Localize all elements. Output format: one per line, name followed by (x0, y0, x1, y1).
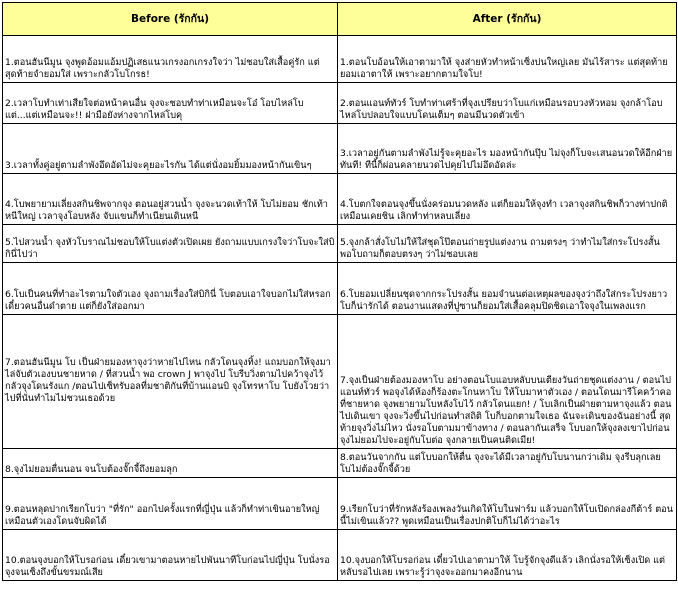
before-cell[interactable] (3, 83, 338, 124)
after-text: 8.ตอนวันจากกัน แต่โบบอกให้ตื่น จุงจะได้มีเวลาอยู่กับโบนานกว่าเดิม จุงรีบลุกเลย โบไม่ต้องจั๊กจี้ด้วย (340, 452, 661, 475)
table-row (3, 315, 677, 449)
before-cell[interactable] (3, 478, 338, 530)
after-text: 10.จุงบอกให้โบรอก่อน เดี๋ยวไปเอาตามาให้ โบรู้จักจุงดีแล้ว เลิกนั่งรอให้เซ็งเปิด แต่หลับรอไปเลย เพราะรู้ว่าจุงจะออกมาคงอีกนาน (340, 555, 665, 578)
before-text: 9.ตอนหลุดปากเรียกโบว่า "ที่รัก" ออกไปครั้งแรกที่ญี่ปุ่น แล้วก็ทำท่าเขินอายใหญ่เหมือนตัวเองโดนจับผิดได้ (5, 504, 320, 527)
after-text: 4.โบตกใจตอนจุงขึ้นนั่งคร่อมนวดหลัง แต่ก็ยอมให้จุงทำ เวลาจุงสกินชิพก็วางท่าปกติเหมือนเคยชิน เลิกทำท่าหลบเลี่ยง (340, 199, 668, 222)
before-cell[interactable] (3, 124, 338, 174)
before-cell[interactable] (3, 530, 338, 581)
after-text: 1.ตอนโบอ้อนให้เอาตามาให้ จุงส่ายหัวทำหน้าเซ็งบ่นใหญ่เลย มันไร้สาระ แต่สุดท้ายยอมเอาตาให้ เพราะอยากตามใจโบ! (340, 57, 668, 80)
table-row (3, 124, 677, 174)
table-row (3, 36, 677, 83)
after-cell[interactable] (338, 263, 677, 315)
before-text: 5.ไปสวนน้ำ จุงหัวโบราณไม่ชอบให้โบแต่งตัวเปิดเผย ยังถามแบบเกรงใจว่าโบจะใส่บิกินี่ไปว่า (5, 237, 335, 260)
before-text: 2.เวลาโบทำเท่าเสียใจต่อหน้าคนอื่น จุงจะชอบทำท่าเหมือนจะโอ๋ โอบไหล่โบ แต่...แต่เหมือนจะ!! ฝามือยังห่างจากไหล่โบคุ (5, 98, 304, 121)
after-text: 7.จุงเป็นฝ่ายต้องมองหาโบ อย่างตอนโบแอบหลับบนเตียงวันถ่ายชุดแต่งงาน / ตอนไปแอนท์ทัวร์ พอจุงได้ห้องก็ร้องตะโกนหาโบ ให้โบมาหาตัวเอง / ตอนโดนมารีโคคว้าคอที่ชายหาด จุงพยายามโบหลังโบไว้ กลัวโดนแยก! / โบเลิกเป็นฝ่ายตามหาจุงแล้ว ตอนไปเดินเขา จุงจะวิ่งขึ้นไปก่อนทำสถิติ โบก็บอกตามใจเธอ ฉันจะเดินของฉันอย่างนี้ สุดท้ายจุงวิ่งไม่ไหว นั่งรอโบตามมาข้างทาง / ตอนลากันเสร็จ โบบอกให้จุงลงเขาไปก่อน จุงไม่ยอมไปจะอยู่กับโบต่อ จุงกลายเป็นคนติดเมีย! (340, 375, 672, 446)
before-cell[interactable] (3, 36, 338, 83)
before-text: 1.ตอนฮันนีมูน จุงพูดอ้อมแอ้มปฏิเสธแนวเกรงอกเกรงใจว่า ไม่ชอบใส่เสื้อคู่รัก แต่สุดท้ายจำยอมใส่ เพราะกลัวโบโกรธ! (5, 57, 320, 80)
before-cell[interactable] (3, 449, 338, 478)
after-header[interactable]: After (รักกัน) (338, 3, 677, 36)
comparison-table (2, 2, 677, 581)
before-text: 3.เวลาทั้งคู่อยู่ตามลำพังอึดอัดไม่จะคุยอะไรกัน ได้แต่นั่งอมยิ้มมองหน้ากันเขินๆ (5, 160, 312, 171)
before-cell[interactable] (3, 315, 338, 449)
table-row (3, 478, 677, 530)
before-cell[interactable] (3, 263, 338, 315)
after-cell[interactable] (338, 124, 677, 174)
after-cell[interactable] (338, 530, 677, 581)
table-row (3, 263, 677, 315)
after-text: 5.จุงกล้าสั่งโบไม่ให้ใส่ชุดโป๊ตอนถ่ายรูปแต่งงาน ถามตรงๆ ว่าทำไมใส่กระโปรงสั้น พอโบถามก็ตอบตรงๆ ว่าไม่ชอบเลย (340, 237, 660, 260)
table-row (3, 83, 677, 124)
before-text: 6.โบเป็นคนที่ทำอะไรตามใจตัวเอง จุงถามเรื่องใส่บิกินี่ โบตอบเอาใจบอกไม่ใส่หรอก เดี๋ยวคนอื่นดำตาย แต่ก็ยังใส่ออกมา (5, 289, 331, 312)
table-row (3, 174, 677, 225)
after-text: 6.โบยอมเปลี่ยนชุดจากกระโปรงสั้น ยอมจำนนต่อเหตุผลของจุงว่าถึงใส่กระโปรงยาวโบก็น่ารักได้ ตอนงานแสดงที่ปูซานก็ยอมใส่เสื้อคลุมปิดชิดเอาใจจุงในเพลงแรก (340, 289, 668, 312)
after-cell[interactable] (338, 174, 677, 225)
before-text: 7.ตอนฮันนีมูน โบ เป็นฝ่ายมองหาจุงว่าหายไปไหน กลัวโดนจุงทิ้ง! แถมบอกให้จุงมาไล่จับตัวเองบนชายหาด / ที่สวนน้ำ พอ crown J พาจุงไป โบรีบวิ่งตามไปคว้าจุงไว้ กลัวจุงโดนรังแก /ตอนไปเซ็ทรับอลที่มชาติกันที่บ้านแอนบิ จุงโทรหาโบ โบยังโวยว่าไปที่นั่นทำไมไม่ชวนเธอด้วย (5, 357, 331, 404)
after-text: 2.ตอนแอนท์ทัวร์ โบทำท่าเศร้าที่จุงเปรียบว่าโบแก่เหมือนรอบวงหัวหอม จุงกล้าโอบไหล่โบปลอบใจแบบโดนเต็มๆ ตอนมีนวดตัวเข้า (340, 98, 663, 121)
after-text: 9.เรียกโบว่าที่รักหลังร้องเพลงวันเกิดให้โบในฟาร์ม แล้วบอกให้โบเปิดกล่องกีต้าร์ ตอนนี้ไม่เขินแล้ว?? พูดเหมือนเป็นเรื่องปกติโบก็ไม่ได้ว่าอะไร (340, 504, 673, 527)
after-text: 3.เวลาอยู่กันตามลำพังไม่รู้จะคุยอะไร มองหน้ากันปุ๊บ ไม่จุงก็โบจะเสนอนวดให้อีกฝ่ายทันที! ทีนี้ก็ผ่อนคลายนวดไปคุยไปไม่อึดอัดล่ะ (340, 148, 673, 171)
after-cell[interactable] (338, 83, 677, 124)
before-cell[interactable] (3, 174, 338, 225)
table-row (3, 530, 677, 581)
after-cell[interactable] (338, 225, 677, 263)
after-cell[interactable] (338, 449, 677, 478)
header-row (3, 3, 677, 36)
before-header[interactable]: Before (รักกัน) (3, 3, 338, 36)
after-cell[interactable] (338, 36, 677, 83)
table-row (3, 225, 677, 263)
before-text: 10.ตอนจุงบอกให้โบรอก่อน เดี๋ยวเขามาตอนหายไปพันนาทีโบก่อนไปญี่ปุ่น โบนั่งรอจุงจนเซ็งถึงขั้นขรมณ์เสีย (5, 555, 330, 578)
table-row (3, 449, 677, 478)
after-cell[interactable] (338, 315, 677, 449)
comparison-sheet (2, 2, 676, 581)
before-text: 4.โบพยายามเลี่ยงสกินชิพจากจุง ตอนอยู่สวนน้ำ จุงจะนวดเท้าให้ โบไม่ยอม ชักเท้าหนีใหญ่ เวลาจุงโอบหลัง จับแขนก็ทำเนียนเดินหนี (5, 199, 328, 222)
before-cell[interactable] (3, 225, 338, 263)
before-text: 8.จุงไม่ยอมตื่นนอน จนโบต้องจั๊กจี้ถึงยอมลุก (5, 464, 178, 475)
after-cell[interactable] (338, 478, 677, 530)
